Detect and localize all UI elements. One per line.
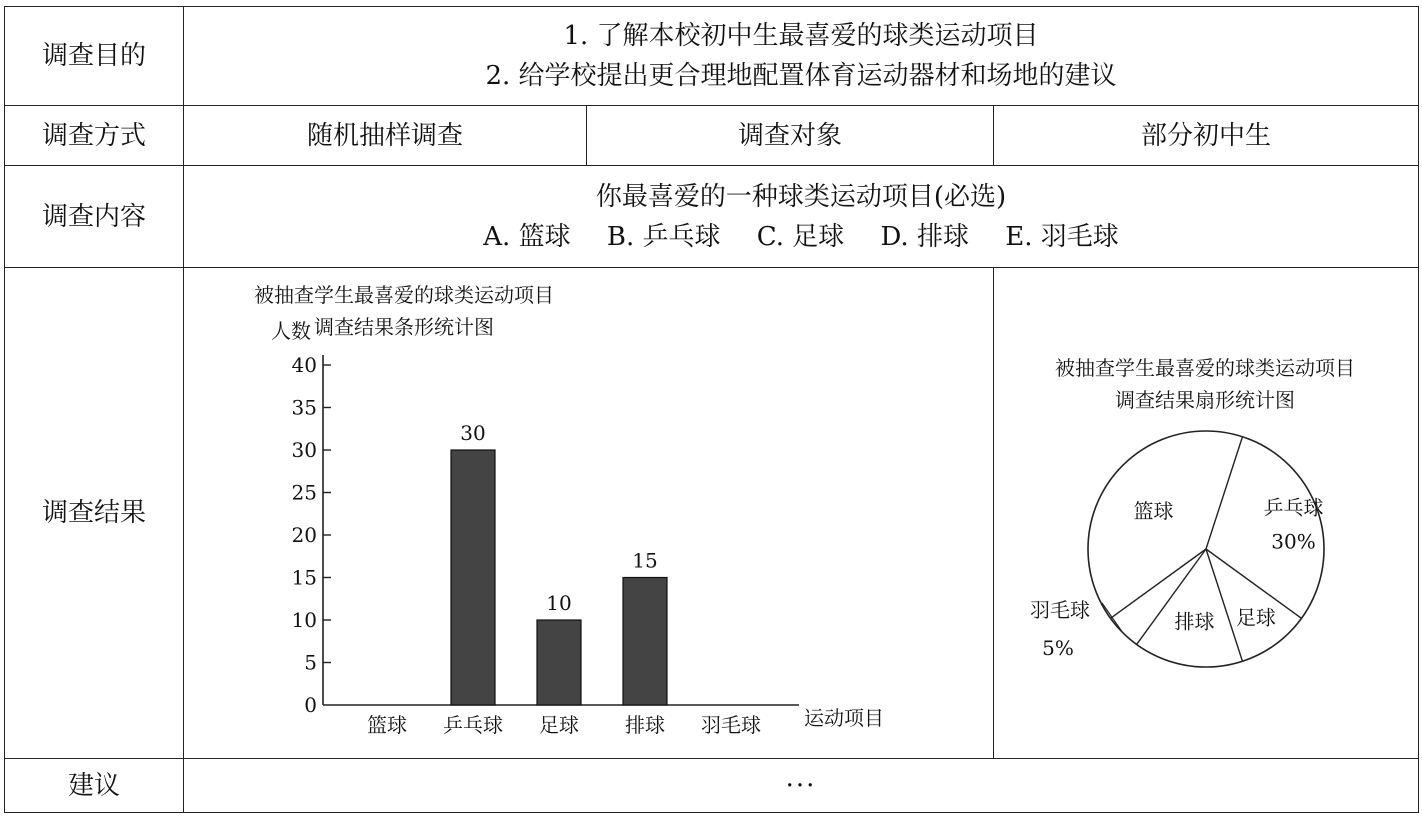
y-tick-label: 15 (291, 565, 317, 590)
x-tick-label: 乒乓球 (443, 713, 503, 737)
data-label: 10 (546, 591, 572, 615)
method-header: 调查方式 (5, 106, 184, 166)
content-question: 你最喜爱的一种球类运动项目(必选) (595, 181, 1007, 212)
y-tick-label: 10 (291, 608, 317, 632)
pie-slice-label: 足球 (1235, 605, 1276, 630)
purpose-cell (184, 7, 1419, 106)
pie-slice-percent: 30% (1271, 529, 1316, 554)
y-tick-label: 0 (304, 693, 317, 717)
bar-chart (184, 269, 992, 757)
option-e: E. 羽毛球 (1005, 221, 1119, 252)
option-b: B. 乒乓球 (606, 221, 721, 252)
content-options (184, 217, 1418, 257)
bar (623, 578, 667, 706)
y-tick-label: 5 (304, 650, 317, 675)
pie-slice-label: 羽毛球 (1030, 598, 1090, 622)
object-label: 调查对象 (587, 106, 994, 166)
x-tick-label: 足球 (539, 713, 579, 737)
data-label: 30 (460, 421, 486, 445)
pie-chart-subtitle: 调查结果扇形统计图 (1115, 388, 1295, 412)
content-cell (184, 166, 1419, 268)
purpose-header: 调查目的 (5, 7, 184, 106)
bar-chart-subtitle: 调查结果条形统计图 (314, 315, 494, 339)
pie-chart-cell (994, 268, 1419, 759)
x-axis-label: 运动项目 (804, 706, 884, 730)
pie-chart-title: 被抽查学生最喜爱的球类运动项目 (1055, 356, 1355, 380)
pie-chart (994, 269, 1417, 757)
y-tick-label: 40 (291, 353, 317, 377)
bar (537, 620, 581, 705)
bar-chart-cell (184, 268, 994, 759)
y-axis-label: 人数 (271, 319, 311, 343)
pie-slice-label: 篮球 (1133, 498, 1174, 523)
y-tick-label: 20 (291, 523, 317, 547)
data-label: 15 (632, 548, 658, 573)
y-tick-label: 25 (291, 480, 317, 505)
option-a: A. 篮球 (483, 221, 571, 252)
option-c: C. 足球 (756, 221, 845, 252)
advice-value: ··· (184, 759, 1419, 813)
purpose-line-2: 2. 给学校提出更合理地配置体育运动器材和场地的建议 (485, 61, 1117, 91)
survey-table (4, 6, 1419, 813)
method-value: 随机抽样调查 (184, 106, 587, 166)
y-tick-label: 30 (291, 438, 317, 462)
purpose-line-1: 1. 了解本校初中生最喜爱的球类运动项目 (563, 21, 1039, 51)
x-tick-label: 排球 (625, 713, 665, 737)
content-header: 调查内容 (5, 166, 184, 268)
pie-slice-label: 乒乓球 (1263, 495, 1324, 520)
pie-slice-label: 排球 (1174, 609, 1215, 634)
x-tick-label: 羽毛球 (701, 713, 761, 737)
bar (451, 450, 495, 705)
object-value: 部分初中生 (994, 106, 1419, 166)
pie-slice-percent: 5% (1042, 636, 1074, 660)
result-header: 调查结果 (5, 268, 184, 759)
x-tick-label: 篮球 (367, 713, 407, 737)
y-tick-label: 35 (291, 395, 317, 420)
option-d: D. 排球 (880, 221, 969, 252)
advice-header: 建议 (5, 759, 184, 813)
bar-chart-title: 被抽查学生最喜爱的球类运动项目 (254, 283, 554, 307)
